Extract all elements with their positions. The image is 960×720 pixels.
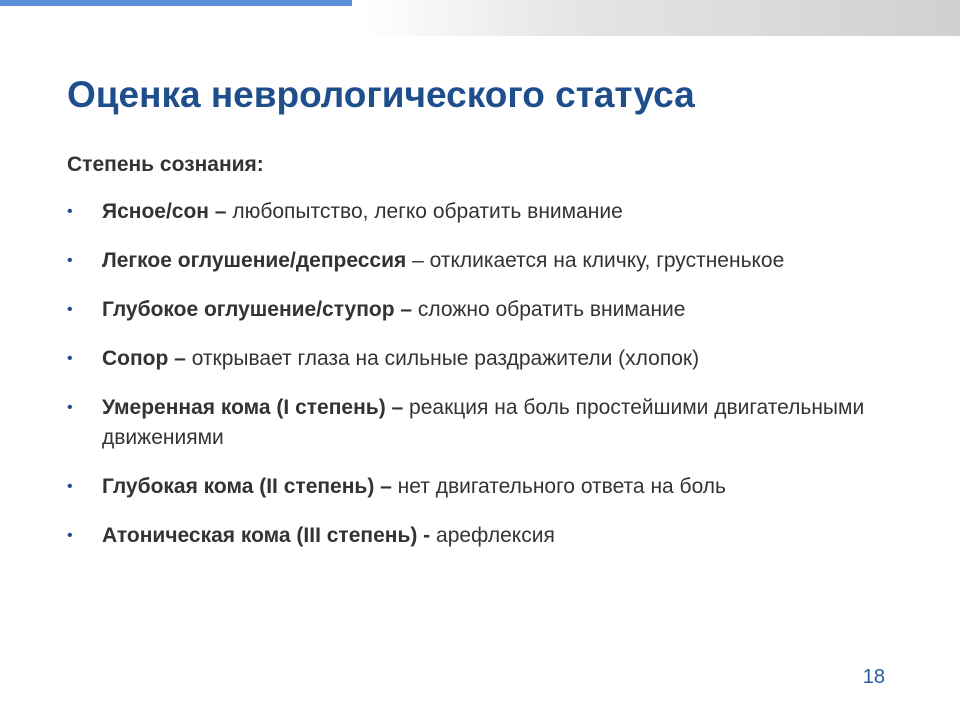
item-description: открывает глаза на сильные раздражители (хлопок) [185, 347, 700, 370]
bullet-icon: • [67, 252, 73, 269]
item-description: любопытство, легко обратить внимание [226, 200, 623, 223]
bullet-icon: • [67, 399, 73, 416]
bullet-icon: • [67, 527, 73, 544]
list-item [67, 246, 907, 276]
list-item [67, 295, 907, 325]
item-description: реакция на боль простейшими двигательными движениями [102, 396, 865, 449]
item-description: сложно обратить внимание [412, 298, 686, 321]
page-number: 18 [862, 666, 885, 688]
item-term: Умеренная кома (I степень) – [102, 396, 404, 419]
item-term: Сопор – [102, 347, 186, 370]
item-term: Глубокое оглушение/ступор – [102, 298, 413, 321]
item-description: – откликается на кличку, грустненькое [406, 249, 785, 272]
list-item [67, 344, 907, 374]
consciousness-levels-list [67, 197, 907, 570]
list-item [67, 472, 907, 502]
bullet-icon: • [67, 301, 73, 318]
item-term: Ясное/сон – [102, 200, 227, 223]
list-item [67, 521, 907, 551]
bullet-icon: • [67, 203, 73, 220]
bullet-icon: • [67, 350, 73, 367]
item-description: нет двигательного ответа на боль [391, 475, 726, 498]
item-term: Атоническая кома (III степень) - [102, 524, 431, 547]
slide-title: Оценка неврологического статуса [67, 74, 695, 115]
item-term: Глубокая кома (II степень) – [102, 475, 392, 498]
item-term: Легкое оглушение/депрессия [102, 249, 407, 272]
list-item [67, 393, 907, 453]
header-accent-bar [0, 0, 352, 6]
item-description: арефлексия [430, 524, 555, 547]
list-item [67, 197, 907, 227]
bullet-icon: • [67, 478, 73, 495]
section-subtitle: Степень сознания: [67, 153, 264, 176]
